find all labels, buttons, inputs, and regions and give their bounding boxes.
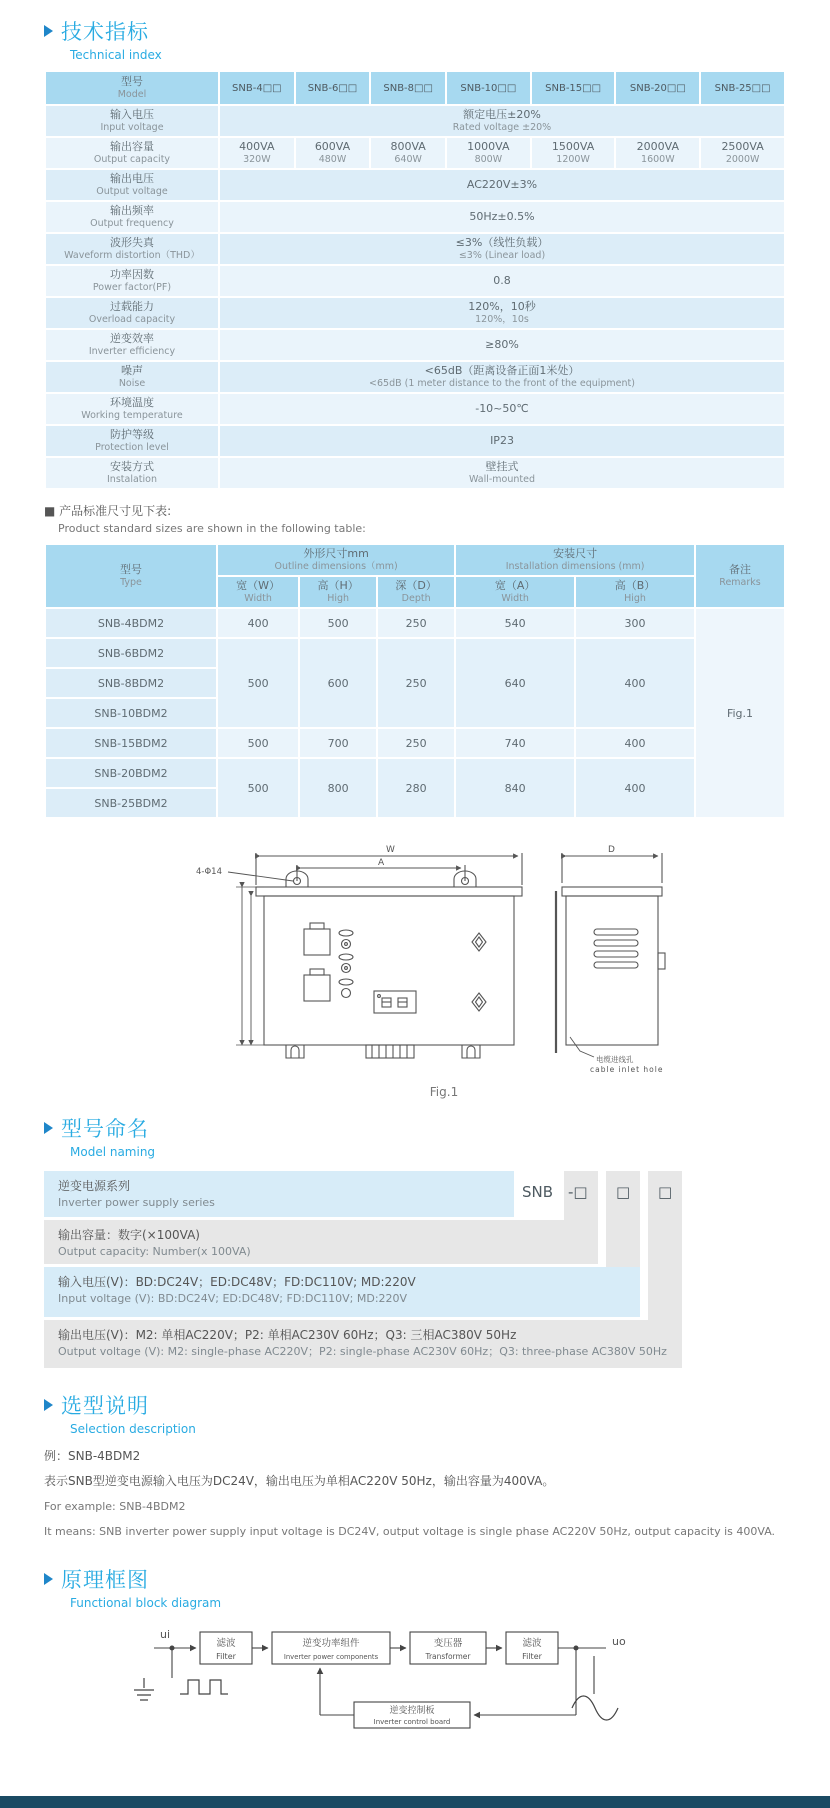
size-header-col bbox=[218, 577, 298, 607]
spec-row-label bbox=[46, 298, 218, 328]
size-value-cell: 400 bbox=[218, 609, 298, 637]
cell-line: 噪声 bbox=[121, 364, 143, 377]
spec-value-cell bbox=[220, 362, 784, 392]
cell-line: 800W bbox=[474, 154, 503, 165]
size-value-cell: 740 bbox=[456, 729, 574, 757]
cell-line: 480W bbox=[318, 154, 347, 165]
cell-line: Output frequency bbox=[90, 218, 174, 229]
cell-line: 宽（W） bbox=[236, 579, 281, 592]
cell-line: 壁挂式 bbox=[485, 460, 519, 473]
size-value-cell: 250 bbox=[378, 729, 454, 757]
sizes-note-en: Product standard sizes are shown in the following table: bbox=[58, 522, 366, 535]
spec-value-cell bbox=[296, 138, 370, 168]
cell-line: ≥80% bbox=[485, 338, 519, 351]
spec-header-cell: SNB-8□□ bbox=[371, 72, 445, 104]
cell-line: 过载能力 bbox=[110, 300, 154, 313]
cell-line: ≤3% (Linear load) bbox=[458, 250, 546, 261]
footer-bar bbox=[0, 1796, 830, 1808]
spec-row bbox=[46, 362, 784, 392]
size-type-cell: SNB-25BDM2 bbox=[46, 789, 216, 817]
spec-value-cell bbox=[220, 234, 784, 264]
section-technical-index bbox=[44, 16, 786, 62]
spec-value-cell bbox=[220, 266, 784, 296]
spec-value-cell bbox=[220, 170, 784, 200]
spec-header-cell: SNB-10□□ bbox=[447, 72, 530, 104]
cell-line: Depth bbox=[401, 593, 431, 604]
size-value-cell: 280 bbox=[378, 759, 454, 817]
selection-line: 例：SNB-4BDM2 bbox=[44, 1449, 141, 1463]
size-value-cell: 640 bbox=[456, 639, 574, 727]
size-type-cell: SNB-10BDM2 bbox=[46, 699, 216, 727]
cell-line: 宽（A） bbox=[494, 579, 536, 592]
output-signal-label: uo bbox=[612, 1635, 626, 1648]
cell-line: Output voltage bbox=[96, 186, 168, 197]
spec-value-cell bbox=[220, 458, 784, 488]
code-box: □ bbox=[616, 1183, 631, 1201]
cable-inlet-label-en: cable inlet hole bbox=[590, 1065, 664, 1074]
size-row bbox=[46, 609, 784, 637]
spec-row bbox=[46, 394, 784, 424]
cell-line: 深（D） bbox=[395, 579, 437, 592]
cell-line: Input voltage bbox=[100, 122, 164, 133]
ladder-row-label-zh: 输出容量：数字(×100VA) bbox=[58, 1228, 200, 1242]
outline-figure bbox=[194, 841, 694, 1099]
spec-row-label bbox=[46, 202, 218, 232]
spec-value-cell bbox=[532, 138, 615, 168]
section-arrow-icon bbox=[44, 25, 53, 37]
dim-label-d: D bbox=[608, 845, 615, 855]
section-block-diagram bbox=[44, 1564, 786, 1610]
size-row bbox=[46, 759, 784, 787]
size-value-cell: 500 bbox=[218, 729, 298, 757]
spec-value-cell bbox=[371, 138, 445, 168]
spec-row bbox=[46, 138, 784, 168]
spec-row-label bbox=[46, 362, 218, 392]
cell-line: 600VA bbox=[314, 140, 351, 153]
section-title-en: Selection description bbox=[70, 1422, 196, 1436]
spec-value-cell bbox=[220, 202, 784, 232]
section-title-en: Model naming bbox=[70, 1145, 156, 1159]
spec-value-cell bbox=[220, 394, 784, 424]
input-signal-label: ui bbox=[160, 1628, 171, 1641]
size-value-cell: 400 bbox=[576, 759, 694, 817]
cell-line: 功率因数 bbox=[110, 268, 154, 281]
selection-line: 表示SNB型逆变电源输入电压为DC24V，输出电压为单相AC220V 50Hz，输出容量为400VA。 bbox=[44, 1474, 555, 1488]
block-label-zh: 滤波 bbox=[216, 1638, 236, 1649]
size-row bbox=[46, 639, 784, 667]
spec-row bbox=[46, 298, 784, 328]
spec-row-label bbox=[46, 458, 218, 488]
cell-line: Inverter efficiency bbox=[88, 346, 176, 357]
spec-row-label bbox=[46, 266, 218, 296]
sizes-note bbox=[44, 502, 786, 535]
cell-line: 波形失真 bbox=[110, 236, 154, 249]
cell-line: 400VA bbox=[239, 140, 275, 153]
ladder-row-series bbox=[44, 1171, 514, 1217]
cell-line: Instalation bbox=[107, 474, 157, 485]
spec-value-cell bbox=[701, 138, 784, 168]
ladder-row-label-zh: 输出电压(V)：M2: 单相AC220V；P2: 单相AC230V 60Hz；Q3: 三相AC380V 50Hz bbox=[58, 1328, 517, 1342]
size-value-cell: 500 bbox=[218, 759, 298, 817]
section-title-zh: 原理框图 bbox=[61, 1568, 149, 1592]
block-diagram bbox=[114, 1616, 654, 1754]
cell-line: -10~50℃ bbox=[475, 402, 529, 415]
model-naming-diagram bbox=[44, 1171, 786, 1368]
spec-header-cell: SNB-4□□ bbox=[220, 72, 294, 104]
holes-label: 4-Φ14 bbox=[196, 867, 222, 877]
code-box: □ bbox=[658, 1183, 673, 1201]
size-type-cell: SNB-15BDM2 bbox=[46, 729, 216, 757]
spec-header-cell: SNB-25□□ bbox=[701, 72, 784, 104]
size-value-cell: 250 bbox=[378, 639, 454, 727]
spec-value-cell bbox=[220, 426, 784, 456]
section-arrow-icon bbox=[44, 1122, 53, 1134]
dim-label-a: A bbox=[378, 858, 385, 868]
size-header-col bbox=[300, 577, 376, 607]
cell-line: 50Hz±0.5% bbox=[469, 210, 535, 223]
spec-value-cell bbox=[220, 330, 784, 360]
spec-row bbox=[46, 458, 784, 488]
cell-line: 输出频率 bbox=[110, 204, 154, 217]
size-value-cell: 500 bbox=[218, 639, 298, 727]
spec-row-label bbox=[46, 426, 218, 456]
ladder-row-label-en: Input voltage (V): BD:DC24V; ED:DC48V; FD:DC110V; MD:220V bbox=[58, 1292, 408, 1305]
cell-line: 120%，10s bbox=[475, 314, 529, 325]
spec-header-cell-model: 型号 Model bbox=[46, 72, 218, 104]
spec-value-cell bbox=[220, 106, 784, 136]
cell-line: High bbox=[624, 593, 646, 604]
ladder-row-capacity bbox=[44, 1220, 598, 1264]
size-value-cell: 300 bbox=[576, 609, 694, 637]
size-type-cell: SNB-8BDM2 bbox=[46, 669, 216, 697]
cell-line: Wall-mounted bbox=[468, 474, 536, 485]
outline-drawing bbox=[194, 841, 694, 1079]
size-table bbox=[44, 543, 786, 819]
spec-value-cell bbox=[220, 298, 784, 328]
size-value-cell: 500 bbox=[300, 609, 376, 637]
block-label-en: Filter bbox=[522, 1652, 542, 1661]
spec-row-label bbox=[46, 170, 218, 200]
cell-line: 逆变效率 bbox=[110, 332, 154, 345]
cell-line: 320W bbox=[243, 154, 271, 165]
spec-row bbox=[46, 266, 784, 296]
cell-line: Working temperature bbox=[81, 410, 183, 421]
size-header-outline: 外形尺寸mm Outline dimensions（mm) bbox=[218, 545, 454, 575]
spec-value-cell bbox=[447, 138, 530, 168]
selection-line: For example: SNB-4BDM2 bbox=[44, 1500, 186, 1513]
size-remark-cell: Fig.1 bbox=[696, 609, 784, 817]
dim-label-w: W bbox=[386, 845, 395, 855]
spec-value-cell bbox=[616, 138, 699, 168]
cell-line: 1000VA bbox=[467, 140, 510, 153]
size-value-cell: 400 bbox=[576, 639, 694, 727]
spec-row-label bbox=[46, 330, 218, 360]
cell-line: 2500VA bbox=[721, 140, 764, 153]
size-type-cell: SNB-4BDM2 bbox=[46, 609, 216, 637]
section-title-en: Technical index bbox=[70, 48, 162, 62]
section-arrow-icon bbox=[44, 1573, 53, 1585]
selection-line: It means: SNB inverter power supply input voltage is DC24V, output voltage is single phase AC220V 50Hz, output capacity is 400VA. bbox=[44, 1525, 776, 1538]
cell-line: 2000W bbox=[725, 154, 760, 165]
size-value-cell: 400 bbox=[576, 729, 694, 757]
spec-row bbox=[46, 106, 784, 136]
size-type-cell: SNB-6BDM2 bbox=[46, 639, 216, 667]
cell-line: Output capacity bbox=[93, 154, 171, 165]
block-label-zh: 逆变功率组件 bbox=[302, 1638, 360, 1649]
size-value-cell: 840 bbox=[456, 759, 574, 817]
cell-line: Waveform distortion（THD） bbox=[64, 250, 200, 261]
size-value-cell: 250 bbox=[378, 609, 454, 637]
cell-line: 1200W bbox=[556, 154, 590, 165]
size-value-cell: 600 bbox=[300, 639, 376, 727]
spec-row bbox=[46, 234, 784, 264]
cell-line: <65dB (1 meter distance to the front of the equipment) bbox=[369, 378, 635, 389]
spec-row bbox=[46, 426, 784, 456]
ladder-row-label-zh: 逆变电源系列 bbox=[58, 1179, 131, 1193]
code-box: -□ bbox=[568, 1183, 588, 1201]
cell-line: 高（B） bbox=[614, 579, 656, 592]
selection-text bbox=[44, 1444, 786, 1544]
cell-line: Overload capacity bbox=[88, 314, 176, 325]
size-header-col bbox=[378, 577, 454, 607]
cell-line: ≤3%（线性负载） bbox=[455, 236, 549, 249]
code-prefix: SNB bbox=[522, 1183, 554, 1201]
control-board-label-en: Inverter control board bbox=[373, 1718, 451, 1726]
section-selection bbox=[44, 1390, 786, 1436]
cell-line: IP23 bbox=[490, 434, 514, 447]
cell-line: 环境温度 bbox=[110, 396, 154, 409]
size-header-install: 安装尺寸 Installation dimensions (mm) bbox=[456, 545, 694, 575]
cell-line: 输出容量 bbox=[110, 140, 154, 153]
spec-header-cell: SNB-20□□ bbox=[616, 72, 699, 104]
cell-line: 输出电压 bbox=[110, 172, 154, 185]
block-label-zh: 滤波 bbox=[522, 1638, 542, 1649]
cell-line: 输入电压 bbox=[110, 108, 154, 121]
ladder-row-label-zh: 输入电压(V)：BD:DC24V；ED:DC48V；FD:DC110V; MD:220V bbox=[58, 1275, 416, 1289]
cell-line: Width bbox=[501, 593, 529, 604]
cell-line: Width bbox=[244, 593, 272, 604]
size-value-cell: 700 bbox=[300, 729, 376, 757]
cell-line: 2000VA bbox=[636, 140, 680, 153]
cell-line: Noise bbox=[118, 378, 146, 389]
cell-line: 800VA bbox=[390, 140, 426, 153]
size-header-type: 型号 Type bbox=[46, 545, 216, 607]
spec-header-cell: SNB-6□□ bbox=[296, 72, 370, 104]
cell-line: 额定电压±20% bbox=[463, 108, 541, 121]
spec-header-cell: SNB-15□□ bbox=[532, 72, 615, 104]
size-value-cell: 540 bbox=[456, 609, 574, 637]
spec-row bbox=[46, 330, 784, 360]
cell-line: Protection level bbox=[95, 442, 169, 453]
size-header-col bbox=[456, 577, 574, 607]
cell-line: 120%，10秒 bbox=[468, 300, 536, 313]
block-label-en: Filter bbox=[216, 1652, 236, 1661]
section-title-en: Functional block diagram bbox=[70, 1596, 222, 1610]
spec-row bbox=[46, 202, 784, 232]
spec-row-label bbox=[46, 234, 218, 264]
cable-inlet-label-zh: 电缆进线孔 bbox=[596, 1055, 634, 1064]
ladder-row-label-en: Inverter power supply series bbox=[58, 1196, 215, 1209]
figure-caption: Fig.1 bbox=[429, 1085, 459, 1099]
block-label-zh: 变压器 bbox=[433, 1638, 463, 1649]
block-label-en: Transformer bbox=[425, 1652, 471, 1661]
control-board-label-zh: 逆变控制板 bbox=[389, 1706, 435, 1716]
spec-row-label bbox=[46, 394, 218, 424]
size-header-col bbox=[576, 577, 694, 607]
ladder-row-output-voltage bbox=[44, 1320, 682, 1368]
cell-line: High bbox=[327, 593, 350, 604]
sizes-note-zh: ■ 产品标准尺寸见下表: bbox=[44, 504, 172, 518]
size-header-remarks: 备注 Remarks bbox=[696, 545, 784, 607]
spec-table bbox=[44, 70, 786, 490]
spec-value-cell bbox=[220, 138, 294, 168]
cell-line: 防护等级 bbox=[110, 428, 154, 441]
cell-line: 安装方式 bbox=[110, 460, 154, 473]
section-title-zh: 选型说明 bbox=[61, 1394, 149, 1418]
cell-line: 高（H） bbox=[317, 579, 359, 592]
ladder-row-label-en: Output voltage (V): M2: single-phase AC220V；P2: single-phase AC230V 60Hz；Q3: three-phase AC380V 50Hz bbox=[58, 1345, 667, 1358]
section-title-zh: 技术指标 bbox=[61, 20, 149, 44]
section-title-zh: 型号命名 bbox=[61, 1117, 149, 1141]
spec-row bbox=[46, 170, 784, 200]
size-value-cell: 800 bbox=[300, 759, 376, 817]
size-type-cell: SNB-20BDM2 bbox=[46, 759, 216, 787]
cell-line: 640W bbox=[394, 154, 422, 165]
cell-line: Rated voltage ±20% bbox=[452, 122, 552, 133]
spec-row-label bbox=[46, 106, 218, 136]
cell-line: AC220V±3% bbox=[466, 178, 538, 191]
cell-line: <65dB（距离设备正面1米处） bbox=[424, 364, 580, 377]
ladder-row-label-en: Output capacity: Number(x 100VA) bbox=[58, 1245, 251, 1258]
ladder-row-input-voltage bbox=[44, 1267, 640, 1317]
cell-line: 1500VA bbox=[551, 140, 595, 153]
block-label-en: Inverter power components bbox=[283, 1653, 379, 1661]
cell-line: Power factor(PF) bbox=[92, 282, 172, 293]
cell-line: 1600W bbox=[641, 154, 675, 165]
section-model-naming bbox=[44, 1113, 786, 1159]
cell-line: 0.8 bbox=[493, 274, 511, 287]
section-arrow-icon bbox=[44, 1399, 53, 1411]
size-row bbox=[46, 729, 784, 757]
spec-row-label bbox=[46, 138, 218, 168]
